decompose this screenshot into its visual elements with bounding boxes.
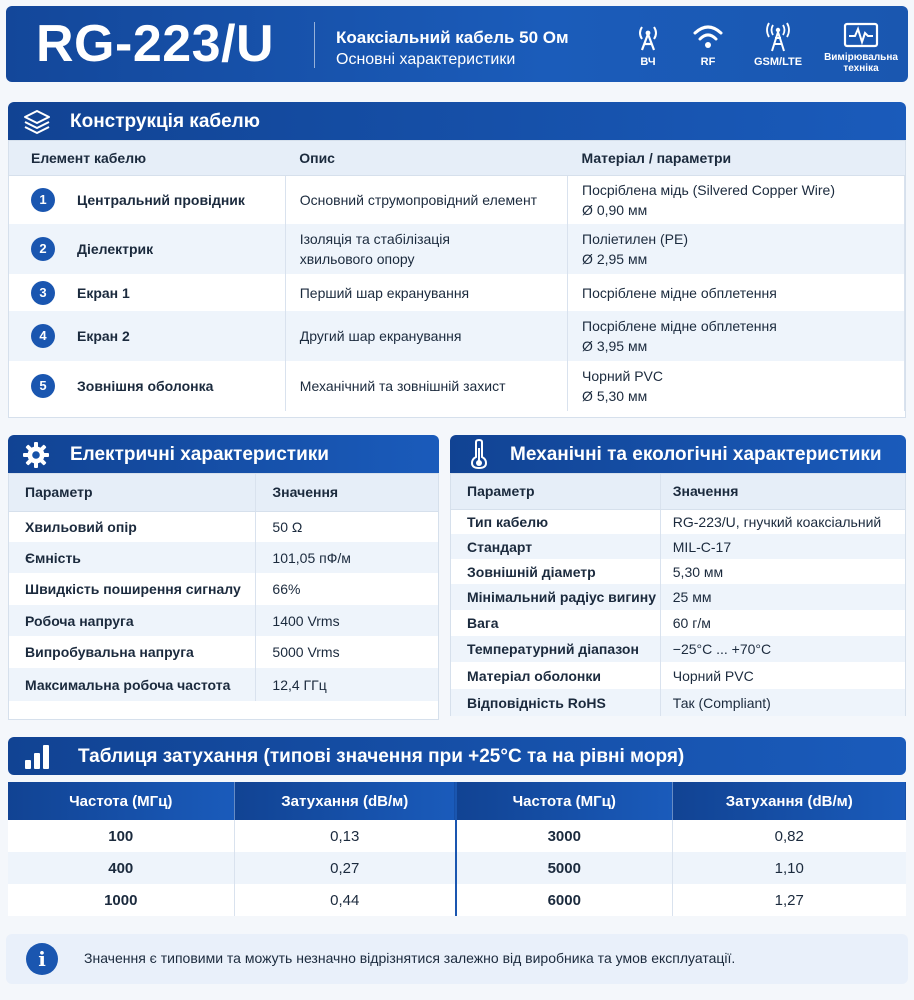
element-description-line2: хвильового опору	[299, 251, 415, 267]
param-name: Вага	[451, 610, 660, 636]
element-dimension: Ø 0,90 мм	[582, 201, 648, 218]
table-row	[9, 274, 905, 311]
table-row	[8, 884, 906, 916]
construction-section-header	[8, 102, 906, 140]
element-material: Посріблена мідь (Silvered Copper Wire)	[582, 181, 836, 198]
icon-label-measurement-1: Вимірювальна	[824, 52, 898, 63]
table-row	[9, 311, 905, 361]
table-row	[9, 668, 438, 701]
table-header-row	[8, 782, 906, 820]
param-value: 5,30 мм	[672, 563, 724, 580]
param-name: Робоча напруга	[9, 605, 256, 636]
element-description: Другий шар екранування	[299, 328, 462, 344]
element-description: Ізоляція та стабілізація	[299, 231, 450, 247]
param-value: 66%	[272, 581, 301, 597]
element-material: Посріблене мідне обплетення	[582, 318, 777, 334]
icon-label-hf: ВЧ	[640, 56, 656, 68]
header-title: Коаксіальний кабель 50 Ом	[336, 28, 569, 47]
param-name: Хвильовий опір	[9, 511, 256, 542]
antenna-icon	[633, 22, 663, 52]
row-number-badge: 3	[31, 281, 55, 305]
attenuation-cell: 1,27	[774, 891, 804, 909]
column-header: Затухання (dB/м)	[234, 782, 456, 820]
signal-bars-icon	[22, 741, 52, 771]
param-name: Випробувальна напруга	[9, 636, 256, 668]
row-number-badge: 2	[31, 237, 55, 261]
table-row	[9, 636, 438, 668]
table-row	[8, 820, 906, 852]
frequency-cell: 3000	[456, 820, 672, 852]
table-row	[9, 224, 905, 274]
attenuation-cell: 1,10	[672, 852, 906, 884]
row-number-badge: 5	[31, 374, 55, 398]
construction-title: Конструкція кабелю	[70, 111, 260, 132]
param-value: 25 мм	[660, 584, 905, 610]
icon-label-measurement-2: техніка	[843, 63, 879, 74]
table-header-row	[451, 474, 905, 509]
header-subtitle: Основні характеристики	[336, 51, 516, 68]
frequency-cell: 6000	[456, 884, 672, 916]
element-dimension: Ø 3,95 мм	[582, 338, 648, 354]
param-name: Зовнішній діаметр	[451, 559, 660, 584]
element-name: Зовнішня оболонка	[77, 378, 214, 394]
header-icon-gsm	[738, 22, 818, 68]
frequency-cell: 100	[8, 820, 234, 852]
param-value: 12,4 ГГц	[256, 668, 438, 701]
element-dimension: Ø 2,95 мм	[582, 251, 648, 267]
element-material: Чорний PVC	[582, 368, 663, 384]
page-header	[6, 6, 908, 82]
column-header: Частота (МГц)	[456, 782, 672, 820]
info-note	[6, 934, 908, 984]
column-header: Матеріал / параметри	[568, 141, 905, 175]
table-row	[451, 509, 905, 534]
param-name: Швидкість поширення сигналу	[9, 573, 256, 605]
attenuation-cell: 0,27	[234, 852, 456, 884]
table-row	[9, 511, 438, 542]
frequency-cell: 1000	[8, 884, 234, 916]
param-value: MIL-C-17	[660, 534, 905, 559]
element-name: Центральний провідник	[77, 191, 245, 208]
element-description: Перший шар екранування	[299, 284, 470, 301]
param-name: Тип кабелю	[451, 509, 660, 534]
table-row	[451, 584, 905, 610]
param-name: Максимальна робоча частота	[9, 668, 256, 701]
element-material: Поліетилен (PE)	[582, 231, 688, 247]
icon-label-rf: RF	[700, 56, 716, 68]
table-row	[451, 636, 905, 662]
column-header: Елемент кабелю	[9, 141, 285, 175]
table-row	[9, 361, 905, 411]
param-value: Так (Compliant)	[660, 689, 905, 716]
header-icon-rf	[668, 22, 748, 68]
element-description: Механічний та зовнішній захист	[299, 378, 506, 394]
column-header: Значення	[660, 474, 905, 509]
param-value: 5000 Vrms	[272, 644, 340, 660]
construction-table	[9, 141, 905, 411]
cell-tower-icon	[763, 22, 793, 52]
electrical-table	[9, 474, 438, 701]
table-row	[9, 542, 438, 573]
element-description: Основний струмопровідний елемент	[299, 191, 538, 208]
param-value: Чорний PVC	[672, 667, 754, 684]
param-value: RG-223/U, гнучкий коаксіальний	[672, 513, 882, 530]
attenuation-cell: 0,44	[234, 884, 456, 916]
header-divider	[314, 22, 315, 68]
element-dimension: Ø 5,30 мм	[582, 388, 648, 404]
column-header: Параметр	[451, 474, 660, 509]
mechanical-table-card	[450, 473, 906, 716]
electrical-table-card	[8, 473, 439, 720]
mechanical-title: Механічні та екологічні характеристики	[510, 444, 882, 465]
element-name: Екран 1	[77, 284, 130, 301]
attenuation-cell: 0,82	[774, 827, 804, 845]
element-name: Діелектрик	[77, 241, 154, 257]
attenuation-table	[8, 782, 906, 916]
frequency-cell: 5000	[456, 852, 672, 884]
table-row	[451, 610, 905, 636]
table-header-row	[9, 474, 438, 511]
param-value: −25°C ... +70°C	[660, 636, 905, 662]
table-row	[9, 605, 438, 636]
param-name: Відповідність RoHS	[451, 689, 660, 716]
table-row	[451, 559, 905, 584]
frequency-cell: 400	[8, 852, 234, 884]
mechanical-section-header	[450, 435, 906, 473]
measurement-device-icon	[843, 22, 879, 50]
column-header: Параметр	[9, 474, 256, 511]
attenuation-cell: 0,13	[234, 820, 456, 852]
table-row	[451, 662, 905, 689]
param-name: Матеріал оболонки	[451, 662, 660, 689]
column-header: Опис	[285, 141, 567, 175]
param-value: 60 г/м	[672, 615, 711, 631]
electrical-title: Електричні характеристики	[70, 444, 329, 465]
column-header: Значення	[256, 474, 438, 511]
note-text: Значення є типовими та можуть незначно відрізнятися залежно від виробника та умов експлуатації.	[84, 950, 736, 966]
param-value: 1400 Vrms	[256, 605, 438, 636]
info-icon: i	[26, 943, 58, 975]
attenuation-title: Таблиця затухання (типові значення при +25°C та на рівні моря)	[78, 746, 685, 767]
row-number-badge: 1	[31, 188, 55, 212]
column-header: Частота (МГц)	[8, 782, 234, 820]
row-number-badge: 4	[31, 324, 55, 348]
construction-table-card	[8, 140, 906, 418]
table-row	[9, 175, 905, 224]
model-title: RG-223/U	[36, 15, 275, 73]
layers-icon	[22, 108, 52, 136]
table-row	[9, 573, 438, 605]
param-name: Мінімальний радіус вигину	[451, 584, 660, 610]
header-icon-measurement	[821, 22, 901, 74]
attenuation-section-header	[8, 737, 906, 775]
table-row	[8, 852, 906, 884]
param-value: 50 Ω	[272, 518, 303, 535]
gear-icon	[22, 441, 50, 469]
param-value: 101,05 пФ/м	[256, 542, 438, 573]
electrical-section-header	[8, 435, 439, 473]
table-header-row	[9, 141, 905, 175]
param-name: Стандарт	[451, 534, 660, 559]
icon-label-gsm: GSM/LTE	[753, 56, 803, 68]
element-name: Екран 2	[77, 328, 130, 344]
element-material: Посріблене мідне обплетення	[582, 284, 777, 301]
table-row	[451, 534, 905, 559]
thermometer-icon	[468, 439, 490, 469]
table-row	[451, 689, 905, 716]
mechanical-table	[451, 474, 905, 716]
column-header: Затухання (dB/м)	[672, 782, 906, 820]
param-name: Ємність	[9, 542, 256, 573]
wifi-icon	[692, 22, 724, 52]
param-name: Температурний діапазон	[451, 636, 660, 662]
attenuation-table-card	[8, 782, 906, 916]
